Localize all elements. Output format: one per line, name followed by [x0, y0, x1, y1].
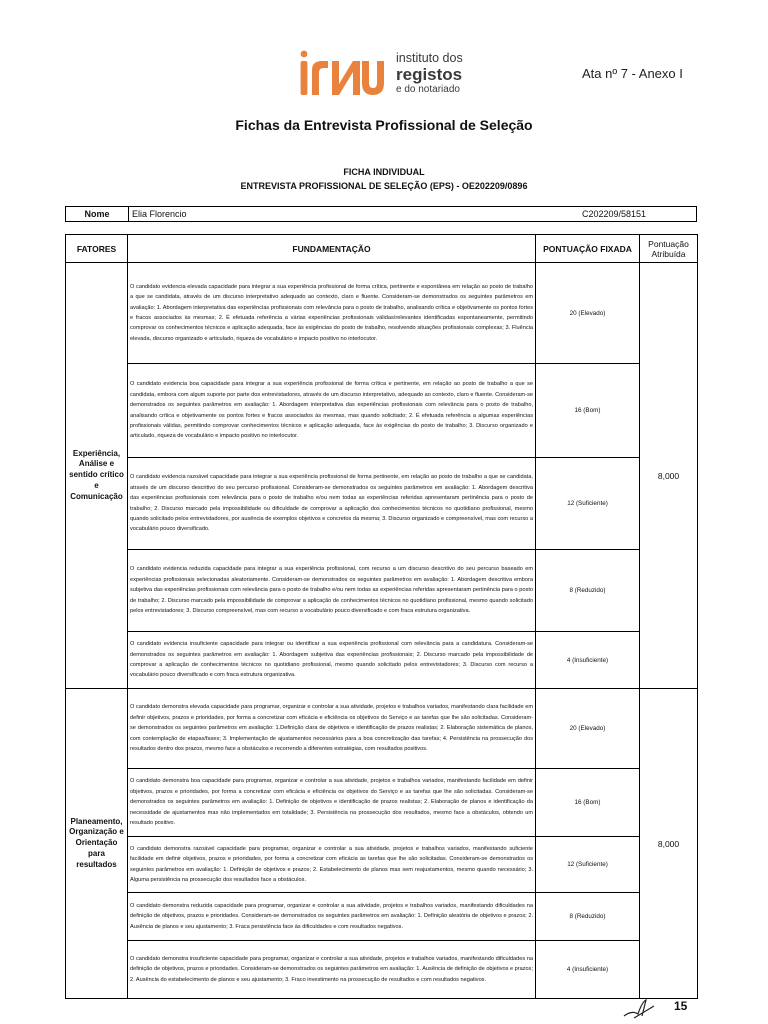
document-title: Fichas da Entrevista Profissional de Seleção [235, 117, 533, 133]
page-number: 15 [674, 999, 688, 1013]
table-header-row [66, 235, 698, 263]
table-row [66, 550, 698, 632]
table-row [66, 837, 698, 893]
header-factors: FATORES [66, 235, 128, 263]
signature-mark-icon [620, 996, 660, 1020]
name-label: Nome [66, 207, 129, 221]
table-row [66, 941, 698, 999]
candidate-row [65, 206, 697, 222]
attributed-score-2: 8,000 [640, 689, 698, 999]
subtitle-ficha: FICHA INDIVIDUAL [343, 167, 425, 177]
ata-label: Ata nº 7 - Anexo I [582, 66, 683, 81]
fixed-score: 12 (Suficiente) [536, 837, 640, 893]
basis-text: O candidato demonstra reduzida capacidade para programar, organizar e controlar a sua atividade, projetos e trabalhos variados, manifestando dificuldades na definição de objetivos, prazos e prioridades. Consideram-se demonstrados os seguintes parâmetros em avaliação: 1. Definição aleatória de objetivos e prazos; 2. Ausência de planos e seu ajustamento; 3. Fraca persistência face às dificuldades e com resultados negativos. [128, 893, 536, 941]
logo-line-1: instituto dos [396, 51, 463, 65]
table-row [66, 364, 698, 458]
header-attributed-score: Pontuação Atribuída [640, 235, 698, 263]
fixed-score: 20 (Elevado) [536, 689, 640, 769]
fixed-score: 8 (Reduzido) [536, 893, 640, 941]
fixed-score: 16 (Bom) [536, 769, 640, 837]
fixed-score: 16 (Bom) [536, 364, 640, 458]
header-basis: FUNDAMENTAÇÃO [128, 235, 536, 263]
fixed-score: 4 (Insuficiente) [536, 941, 640, 999]
table-row [66, 893, 698, 941]
factor-1: Experiência, Análise e sentido crítico e Comunicação [66, 263, 128, 689]
candidate-name: Elia Florencio [132, 209, 187, 219]
irn-logo-icon [298, 50, 394, 96]
fixed-score: 12 (Suficiente) [536, 458, 640, 550]
attributed-score-1: 8,000 [640, 263, 698, 689]
table-row [66, 263, 698, 364]
factor-2: Planeamento, Organização e Orientação para resultados [66, 689, 128, 999]
logo-line-3: e do notariado [396, 83, 460, 95]
basis-text: O candidato evidencia boa capacidade para integrar a sua experiência profissional de forma crítica e pertinente, em relação ao posto de trabalho a que se candidata, embora com algum suporte por parte dos entrevistadores, através de um discurso interpretativo, adequado ao contexto, claro e fluente. Consideram-se demonstrados os seguintes parâmetros em avaliação: 1. Abordagem interpretativa das experiências profissionais com relevância para o posto de trabalho, analisando crítica e objetivamente os pontos fortes e fracos associados às mesmas, mas quando solicitado; 2. É efetuada referência a algumas experiências profissionais válidas, permitindo comprovar conhecimentos técnicos e aplicação adequada, face às exigências do posto de trabalho; 3. Discurso organizado e articulado, riqueza de vocabulário e impacto positivo no interlocutor. [128, 364, 536, 458]
header-fixed-score: PONTUAÇÃO FIXADA [536, 235, 640, 263]
fixed-score: 8 (Reduzido) [536, 550, 640, 632]
table-row [66, 689, 698, 769]
irn-logo [298, 50, 498, 100]
basis-text: O candidato evidencia insuficiente capacidade para integrar ou identificar a sua experiência profissional com relevância para a candidatura. Consideram-se demonstrados os seguintes parâmetros em avaliação: 1. Abordagem subjetiva das experiências profissionais; 2. Discurso marcado pela impossibilidade de comprovar a aplicação de conhecimentos técnicos no quotidiano profissional, mesmo quando solicitado pelos entrevistadores; 3. Discurso com recurso a vocabulário pouco diversificado e com fraca estrutura organizativa. [128, 632, 536, 689]
basis-text: O candidato demonstra razoável capacidade para programar, organizar e controlar a sua atividade, projetos e trabalhos variados, manifestando suficiente facilidade em definir objetivos, prazos e prioridades, por forma a concretizar com eficácia as tarefas que lhe são solicitadas. Consideram-se demonstrados os seguintes parâmetros em avaliação: 1. Definição de objetivos e prazos; 2. Estabelecimento de planos mas sem reajustamentos, mesmo quando necessário; 3. Alguma persistência na prossecução dos resultados face a obstáculos. [128, 837, 536, 893]
basis-text: O candidato evidencia razoável capacidade para integrar a sua experiência profissional de forma pertinente, em relação ao posto de trabalho a que se candidata, através de um discurso descritivo do seu percurso profissional. Consideram-se demonstrados os seguintes parâmetros em avaliação: 1. Abordagem descritiva das experiências profissionais com relevância para o posto de trabalho e/ou nem todas as experiências referidas apresentaram pertinência para o posto de trabalho; 2. Discurso marcado pela impossibilidade ou dificuldade de comprovar a aplicação dos conhecimentos técnicos no quotidiano profissional, mesmo quando solicitado pelos entrevistadores, por ausência de exemplos objetivos e concretos da mesma; 3. Discurso organizado e compreensível, mas com recurso a vocabulário pouco diversificado. [128, 458, 536, 550]
fixed-score: 4 (Insuficiente) [536, 632, 640, 689]
evaluation-table [65, 234, 698, 999]
basis-text: O candidato evidencia reduzida capacidade para integrar a sua experiência profissional, com recurso a um discurso descritivo do seu percurso baseado em experiências profissionais selecionadas aleatoriamente. Consideram-se demonstrados os seguintes parâmetros em avaliação: 1. Abordagem descritiva embora subjetiva das experiências profissionais com relevância para o posto de trabalho e/ou nem todas as experiências referidas apresentaram pertinência para o posto de trabalho; 2. Discurso marcado pela impossibilidade de comprovar a aplicação de conhecimentos técnicos no quotidiano profissional, mesmo quando solicitado pelos entrevistadores; 3. Discurso compreensível, mas com recurso a vocabulário pouco diversificado e com fraca estrutura organizativa. [128, 550, 536, 632]
logo-line-2: registos [396, 64, 463, 84]
basis-text: O candidato demonstra elevada capacidade para programar, organizar e controlar a sua atividade, projetos e trabalhos variados, manifestando clara facilidade em definir objetivos, prazos e prioridades, por forma a concretizar com eficácia e eficiência os objetivos do Serviço e as tarefas que lhe são solicitadas. Consideram-se demonstrados os seguintes parâmetros em avaliação: 1.Definição clara de objetivos e identificação de prazos realistas; 2. Elaboração sistemática de planos, com contemplação de etapas/fases; 3. Implementação de ajustamentos necessários para a boa concretização das tarefas; 4. Persistência na prossecução dos resultados dentro dos prazos, mesmo face a obstáculos e recorrendo a diferentes estratégias, com resultados positivos. [128, 689, 536, 769]
basis-text: O candidato demonstra insuficiente capacidade para programar, organizar e controlar a sua atividade, projetos e trabalhos variados, manifestando dificuldades na definição de objetivos, prazos e prioridades. Consideram-se demonstrados os seguintes parâmetros em avaliação: 1. Ausência de definição de objetivos e prazos; 2. Ausência do estabelecimento de planos e seu ajustamento; 3. Fraco investimento na prossecução de resultados e com resultados negativos. [128, 941, 536, 999]
page-header [0, 0, 768, 120]
basis-text: O candidato demonstra boa capacidade para programar, organizar e controlar a sua atividade, projetos e trabalhos variados, manifestando facilidade em definir objetivos, prazos e prioridades, por forma a concretizar com eficácia e eficiência os objetivos do Serviço e as tarefas que lhe são solicitadas. Consideram-se demonstrados os seguintes parâmetros em avaliação: 1. Definição de objetivos e identificação de prazos realistas; 2. Elaboração de planos e identificação da necessidade de ajustamentos mas não implementados em totalidade; 3. Persistência na prossecução dos resultados, mesmo face a obstáculos, obtendo um resultado positivo. [128, 769, 536, 837]
table-row [66, 632, 698, 689]
table-row [66, 769, 698, 837]
fixed-score: 20 (Elevado) [536, 263, 640, 364]
candidate-code: C202209/58151 [582, 209, 647, 219]
basis-text: O candidato evidencia elevada capacidade para integrar a sua experiência profissional de forma crítica, pertinente e espontânea em relação ao posto de trabalho a que se candidata, através de um discurso interpretativo adequado ao contexto, claro e fluente. Consideram-se demonstrados os seguintes parâmetros em avaliação: 1. Abordagem interpretativa das experiências profissionais com relevância para o posto de trabalho, analisando crítica e objetivamente os pontos fortes e fracos associados às mesmas; 2. É efetuada referência a várias experiências profissionais válidas/relevantes identificadas espontaneamente, permitindo comprovar os conhecimentos técnicos e aplicação adequada, face às exigências do posto de trabalho, resolvendo situações profissionais complexas; 3. Fluência elevada, discurso organizado e articulado, riqueza de vocabulário e impacto positivo no interlocutor. [128, 263, 536, 364]
table-row [66, 458, 698, 550]
subtitle-eps: ENTREVISTA PROFISSIONAL DE SELEÇÃO (EPS) - OE202209/0896 [240, 181, 528, 191]
